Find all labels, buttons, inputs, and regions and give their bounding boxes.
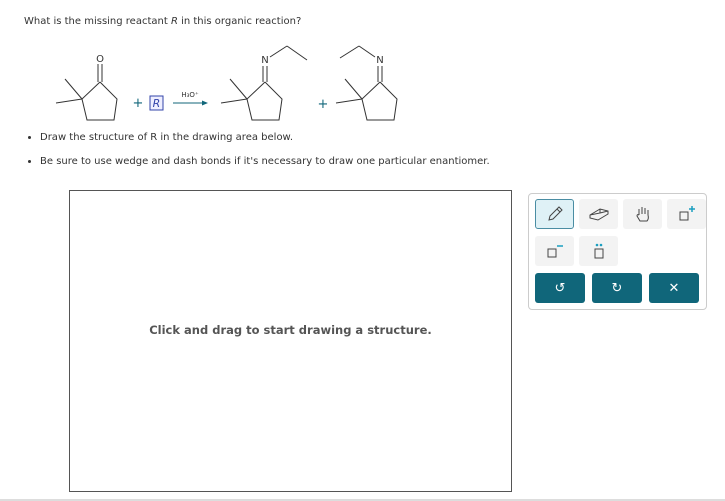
eraser-tool-button[interactable] bbox=[579, 199, 618, 229]
svg-text:N: N bbox=[261, 55, 269, 66]
product-imine-1 bbox=[221, 46, 307, 120]
reaction-scheme bbox=[0, 40, 420, 130]
svg-text:+: + bbox=[132, 96, 144, 111]
hand-icon bbox=[634, 205, 652, 223]
zoom-out-icon bbox=[546, 242, 564, 260]
zoom-out-button[interactable] bbox=[535, 236, 574, 266]
zoom-in-icon bbox=[678, 205, 696, 223]
lone-pair-icon bbox=[590, 242, 608, 260]
pencil-tool-button[interactable] bbox=[535, 199, 574, 229]
hand-tool-button[interactable] bbox=[623, 199, 662, 229]
lone-pair-button[interactable] bbox=[579, 236, 618, 266]
drawing-toolbar bbox=[528, 193, 707, 310]
question-text: What is the missing reactant R in this organic reaction? bbox=[24, 16, 302, 27]
drawing-canvas[interactable] bbox=[69, 190, 512, 492]
redo-button[interactable]: ↻ bbox=[592, 273, 642, 303]
zoom-in-button[interactable] bbox=[667, 199, 706, 229]
canvas-hint: Click and drag to start drawing a structure. bbox=[149, 323, 432, 337]
reactant-ketone bbox=[56, 54, 117, 120]
undo-button[interactable]: ↺ bbox=[535, 273, 585, 303]
svg-text:+: + bbox=[317, 97, 329, 112]
instructions-list bbox=[22, 132, 490, 180]
pencil-icon bbox=[546, 205, 564, 223]
product-imine-2 bbox=[336, 46, 397, 120]
svg-text:R: R bbox=[152, 97, 161, 110]
svg-text:O: O bbox=[96, 54, 104, 65]
eraser-icon bbox=[588, 206, 610, 222]
clear-button[interactable]: ✕ bbox=[649, 273, 699, 303]
svg-text:H₃O⁺: H₃O⁺ bbox=[181, 91, 199, 99]
instruction-item: • Draw the structure of R in the drawing area below. bbox=[40, 132, 490, 143]
instruction-item: • Be sure to use wedge and dash bonds if it's necessary to draw one particular enantiomer. bbox=[40, 156, 490, 167]
svg-text:N: N bbox=[376, 55, 384, 66]
